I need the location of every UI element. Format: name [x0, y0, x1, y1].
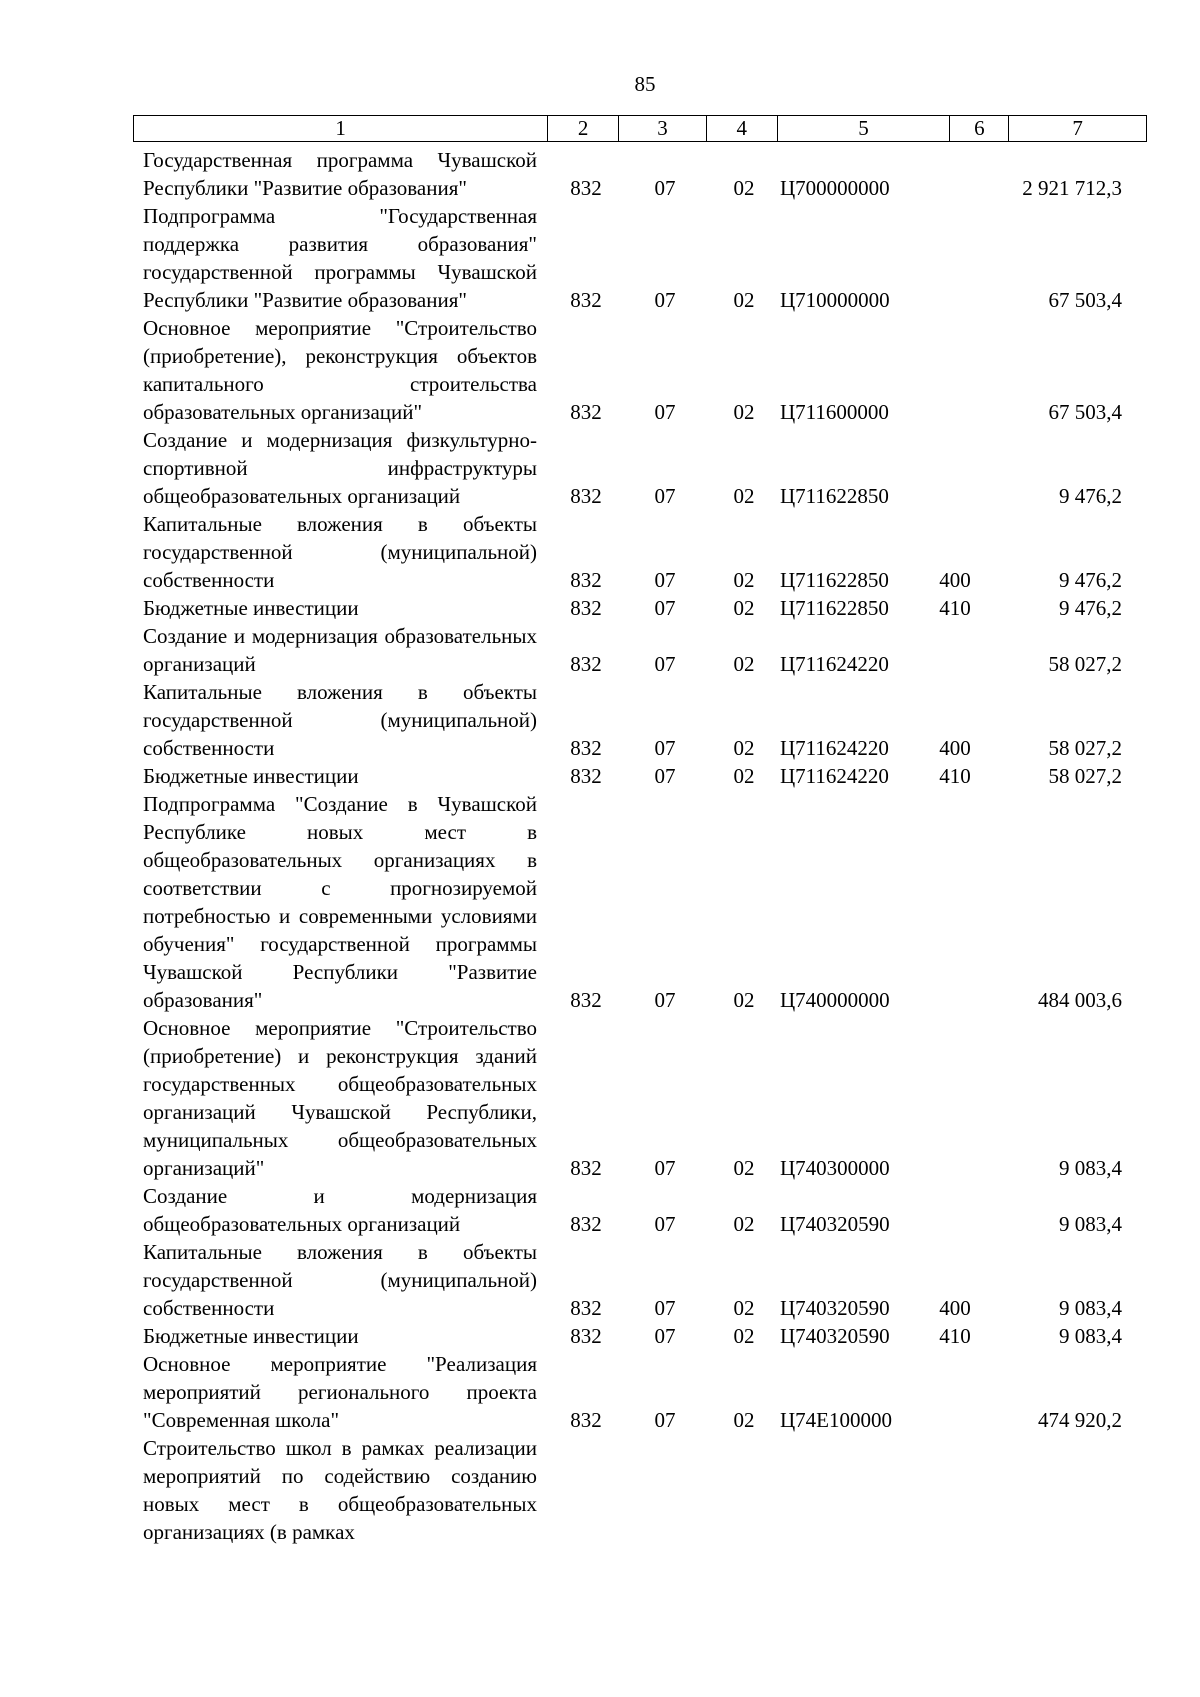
row-section: 07	[654, 1324, 676, 1348]
header-col-2: 2	[548, 116, 619, 141]
table-row	[143, 678, 1143, 762]
row-name: Создание и модернизация физкультурно-спортивной инфраструктуры общеобразовательных организаций	[143, 428, 537, 508]
row-target-article: Ц74E100000	[780, 1408, 892, 1432]
row-name: Строительство школ в рамках реализации мероприятий по содействию созданию новых мест в общеобразовательных организациях (в рамках	[143, 1436, 537, 1544]
row-target-article: Ц740320590	[780, 1324, 890, 1348]
row-ministry: 832	[570, 736, 602, 760]
row-amount: 67 503,4	[1048, 400, 1122, 424]
row-section: 07	[654, 1408, 676, 1432]
row-section: 07	[654, 400, 676, 424]
table-row	[143, 762, 1143, 790]
row-section: 07	[654, 736, 676, 760]
header-col-7: 7	[1072, 116, 1083, 140]
table-row	[143, 622, 1143, 678]
row-ministry: 832	[570, 1408, 602, 1432]
row-target-article: Ц711600000	[780, 400, 889, 424]
row-expense-type: 410	[939, 764, 971, 788]
row-target-article: Ц740000000	[780, 988, 890, 1012]
row-target-article: Ц700000000	[780, 176, 890, 200]
row-amount: 9 083,4	[1059, 1296, 1122, 1320]
row-target-article: Ц711622850	[780, 484, 889, 508]
row-name: Подпрограмма "Создание в Чувашской Республике новых мест в общеобразовательных организациях в соответствии с прогнозируемой потребностью и современными условиями обучения" государственной программы Чувашской Республики "Развитие образования"	[143, 792, 537, 1012]
row-amount: 9 476,2	[1059, 596, 1122, 620]
row-name: Основное мероприятие "Реализация мероприятий регионального проекта "Современная школа"	[143, 1352, 537, 1432]
row-target-article: Ц711622850	[780, 568, 889, 592]
row-amount: 9 476,2	[1059, 484, 1122, 508]
row-amount: 58 027,2	[1048, 736, 1122, 760]
row-target-article: Ц740320590	[780, 1212, 890, 1236]
row-subsection: 02	[733, 652, 755, 676]
table-row	[143, 202, 1143, 314]
row-amount: 67 503,4	[1048, 288, 1122, 312]
row-name: Бюджетные инвестиции	[143, 1324, 359, 1348]
row-section: 07	[654, 1296, 676, 1320]
row-subsection: 02	[733, 1408, 755, 1432]
row-target-article: Ц711624220	[780, 764, 889, 788]
row-section: 07	[654, 988, 676, 1012]
row-subsection: 02	[733, 568, 755, 592]
row-amount: 2 921 712,3	[1022, 176, 1122, 200]
row-subsection: 02	[733, 1156, 755, 1180]
table-row	[143, 314, 1143, 426]
row-section: 07	[654, 176, 676, 200]
table-body	[143, 146, 1143, 1546]
row-name: Бюджетные инвестиции	[143, 764, 359, 788]
row-target-article: Ц711624220	[780, 736, 889, 760]
row-name: Создание и модернизация общеобразовательных организаций	[143, 1184, 537, 1236]
row-name: Капитальные вложения в объекты государственной (муниципальной) собственности	[143, 512, 537, 592]
row-name: Подпрограмма "Государственная поддержка развития образования" государственной программы Чувашской Республики "Развитие образования"	[143, 204, 537, 312]
row-subsection: 02	[733, 484, 755, 508]
row-section: 07	[654, 652, 676, 676]
table-row	[143, 426, 1143, 510]
table-row	[143, 594, 1143, 622]
row-ministry: 832	[570, 1324, 602, 1348]
row-ministry: 832	[570, 568, 602, 592]
row-section: 07	[654, 1156, 676, 1180]
row-name: Создание и модернизация образовательных организаций	[143, 624, 537, 676]
table-row	[143, 790, 1143, 1014]
row-target-article: Ц711624220	[780, 652, 889, 676]
row-amount: 484 003,6	[1038, 988, 1122, 1012]
row-ministry: 832	[570, 652, 602, 676]
row-target-article: Ц740320590	[780, 1296, 890, 1320]
row-ministry: 832	[570, 484, 602, 508]
row-name: Капитальные вложения в объекты государственной (муниципальной) собственности	[143, 680, 537, 760]
header-col-3: 3	[619, 116, 707, 141]
row-subsection: 02	[733, 400, 755, 424]
row-ministry: 832	[570, 1212, 602, 1236]
row-amount: 9 083,4	[1059, 1156, 1122, 1180]
row-subsection: 02	[733, 988, 755, 1012]
table-row	[143, 1182, 1143, 1238]
row-target-article: Ц710000000	[780, 288, 890, 312]
row-ministry: 832	[570, 1156, 602, 1180]
row-subsection: 02	[733, 764, 755, 788]
row-expense-type: 400	[939, 568, 971, 592]
row-name: Основное мероприятие "Строительство (приобретение), реконструкция объектов капитального строительства образовательных организаций"	[143, 316, 537, 424]
row-ministry: 832	[570, 988, 602, 1012]
header-col-4: 4	[707, 116, 778, 141]
header-col-5: 5	[778, 116, 951, 141]
table-row	[143, 510, 1143, 594]
row-amount: 58 027,2	[1048, 652, 1122, 676]
row-amount: 58 027,2	[1048, 764, 1122, 788]
table-row	[143, 1434, 1143, 1546]
row-section: 07	[654, 596, 676, 620]
row-expense-type: 410	[939, 596, 971, 620]
row-name: Капитальные вложения в объекты государственной (муниципальной) собственности	[143, 1240, 537, 1320]
row-subsection: 02	[733, 1212, 755, 1236]
page-number: 85	[634, 72, 656, 96]
header-col-6: 6	[950, 116, 1009, 141]
row-section: 07	[654, 568, 676, 592]
table-row	[143, 1238, 1143, 1322]
row-ministry: 832	[570, 288, 602, 312]
row-subsection: 02	[733, 1296, 755, 1320]
row-amount: 474 920,2	[1038, 1408, 1122, 1432]
row-ministry: 832	[570, 596, 602, 620]
row-section: 07	[654, 288, 676, 312]
row-name: Государственная программа Чувашской Республики "Развитие образования"	[143, 148, 537, 200]
row-section: 07	[654, 1212, 676, 1236]
row-amount: 9 083,4	[1059, 1324, 1122, 1348]
row-target-article: Ц740300000	[780, 1156, 890, 1180]
row-ministry: 832	[570, 176, 602, 200]
row-subsection: 02	[733, 176, 755, 200]
table-row	[143, 146, 1143, 202]
row-expense-type: 400	[939, 1296, 971, 1320]
row-expense-type: 400	[939, 736, 971, 760]
header-col-1: 1	[134, 116, 548, 141]
row-amount: 9 476,2	[1059, 568, 1122, 592]
row-subsection: 02	[733, 1324, 755, 1348]
row-section: 07	[654, 484, 676, 508]
row-name: Бюджетные инвестиции	[143, 596, 359, 620]
table-row	[143, 1350, 1143, 1434]
table-header	[133, 115, 1147, 142]
table-row	[143, 1322, 1143, 1350]
table-row	[143, 1014, 1143, 1182]
row-subsection: 02	[733, 288, 755, 312]
row-target-article: Ц711622850	[780, 596, 889, 620]
row-section: 07	[654, 764, 676, 788]
row-name: Основное мероприятие "Строительство (приобретение) и реконструкция зданий государственных общеобразовательных организаций Чувашской Республики, муниципальных общеобразовательных организаций"	[143, 1016, 537, 1180]
row-expense-type: 410	[939, 1324, 971, 1348]
row-ministry: 832	[570, 400, 602, 424]
row-subsection: 02	[733, 596, 755, 620]
row-ministry: 832	[570, 1296, 602, 1320]
row-subsection: 02	[733, 736, 755, 760]
row-amount: 9 083,4	[1059, 1212, 1122, 1236]
row-ministry: 832	[570, 764, 602, 788]
